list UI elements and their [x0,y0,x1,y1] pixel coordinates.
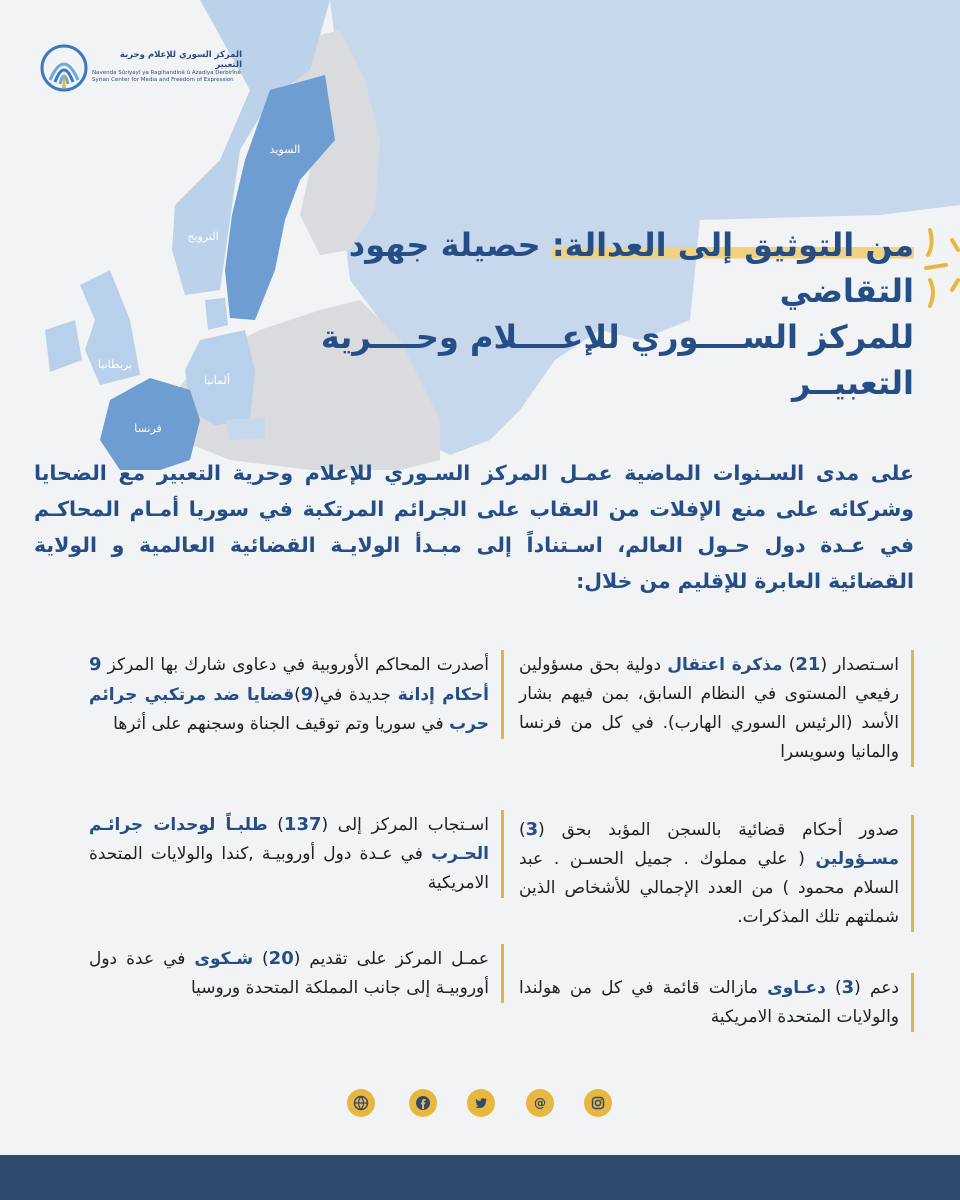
item-highlight: مسـؤولين [815,849,899,869]
title-line-1 [274,222,914,314]
item-text: في عدة دول أوروبيـة إلى جانب المملكة المتحدة وروسيا [89,949,489,998]
item-highlight: قضايا ضد مرتكبي جرائم حرب [89,685,489,734]
item-warrants [519,650,914,767]
instagram-icon[interactable] [584,1089,612,1117]
email-icon[interactable] [526,1089,554,1117]
item-number: 3 [841,977,855,998]
map-region-denmark [205,298,228,330]
title-line-1b: حصيلة جهود التقاضي [348,226,914,310]
logo-name-ar: المركز السوري للإعلام وحرية التعبير [119,50,242,70]
item-text: صدور أحكام قضائية بالسجن المؤبد بحق ( [538,820,899,840]
map-label-britain: بريطانيا [97,358,133,371]
item-highlight: مذكرة اعتقال [667,655,783,675]
item-text: في عـدة دول أوروبيـة ,كندا والولايات المتحدة الامريكية [89,844,489,893]
org-logo [40,44,240,100]
item-convictions [89,650,504,739]
item-text: مازالت قائمة في كل من هولندا والولايات المتحدة الامريكية [519,978,899,1027]
item-complaints [89,944,504,1003]
web-icon[interactable] [347,1089,375,1117]
item-text: ) [519,820,526,840]
item-text: دولية بحق مسؤولين رفيعي المستوى في النظام السابق، بمن فيهم بشار الأسد (الرئيس السوري الهارب). في كل من فرنسا والمانيا وسويسرا [519,655,899,762]
item-highlight: دعـاوى [767,978,826,998]
logo-text [92,50,242,84]
item-text: في سوريا وتم توقيف الجناة وسجنهم على أثرها [113,714,450,734]
map-label-france: فرنسا [134,422,162,435]
item-text: اسـتصدار ( [820,655,899,675]
logo-mark-icon [40,44,88,96]
item-number: 21 [795,654,821,675]
page-title [274,222,914,406]
item-text: ) [253,949,269,969]
item-text: ) [294,685,301,705]
title-line-2: للمركز الســــوري للإعــــلام وحــــرية التعبيــر [320,318,914,402]
item-text: ) [267,815,284,835]
item-lawsuits [519,973,914,1032]
intro-paragraph: على مدى السـنوات الماضية عمـل المركز السـوري للإعلام وحرية التعبير مع الضحايا وشركائه على منع الإفلات من العقاب على الجرائم المرتكبة في سوريا أمـام المحاكـم في عـدة دول حـول العالم، اسـتناداً إلى مبـدأ الولايـة القضائية العالمية و الولاية القضائية العابرة للإقليم من خلال: [34,461,914,593]
item-highlight: شـكوى [194,949,254,969]
logo-name-en: Syrian Center for Media and Freedom of Expression [92,77,234,83]
item-number: 137 [283,814,322,835]
twitter-icon[interactable] [467,1089,495,1117]
item-highlight: أحكام إدانة [397,685,489,705]
item-text: اسـتجاب المركز إلى ( [321,815,489,835]
sun-decoration-icon [920,210,960,320]
item-requests [89,810,504,898]
item-text: عمـل المركز على تقديم ( [293,949,489,969]
map-label-norway: النرويج [187,230,219,243]
item-text: ( علي مملوك . جميل الحسـن . عبد السلام محمود ) من العدد الإجمالي للأشخاص الذين شملتهم تلك المذكرات. [519,849,899,927]
svg-text:@: @ [534,1096,546,1110]
item-number: 9 [300,684,314,705]
item-number: 9 [89,654,102,675]
item-text: أصدرت المحاكم الأوروبية في دعاوى شارك بها المركز [101,655,489,675]
map-label-germany: ألمانيا [204,374,230,387]
item-text: ) [782,655,796,675]
title-highlight: من التوثيق إلى العدالة: [551,226,914,264]
map-region-ireland [45,320,82,372]
item-text: جديدة في( [313,685,398,705]
item-life-sentences [519,815,914,932]
item-highlight: طلبـاً لوحدات جرائـم الحـرب [89,815,489,864]
map-label-sweden: السويد [269,143,301,156]
logo-name-ku: Navenda Sûriyayî ya Ragihandinê û Azadiya Derbirînê [92,70,241,76]
item-text: ) [825,978,842,998]
item-text: دعم ( [854,978,899,998]
item-number: 3 [525,819,539,840]
item-number: 20 [268,948,294,969]
footer-bar [0,1155,960,1200]
facebook-icon[interactable] [409,1089,437,1117]
map-region-switzerland [225,418,265,440]
